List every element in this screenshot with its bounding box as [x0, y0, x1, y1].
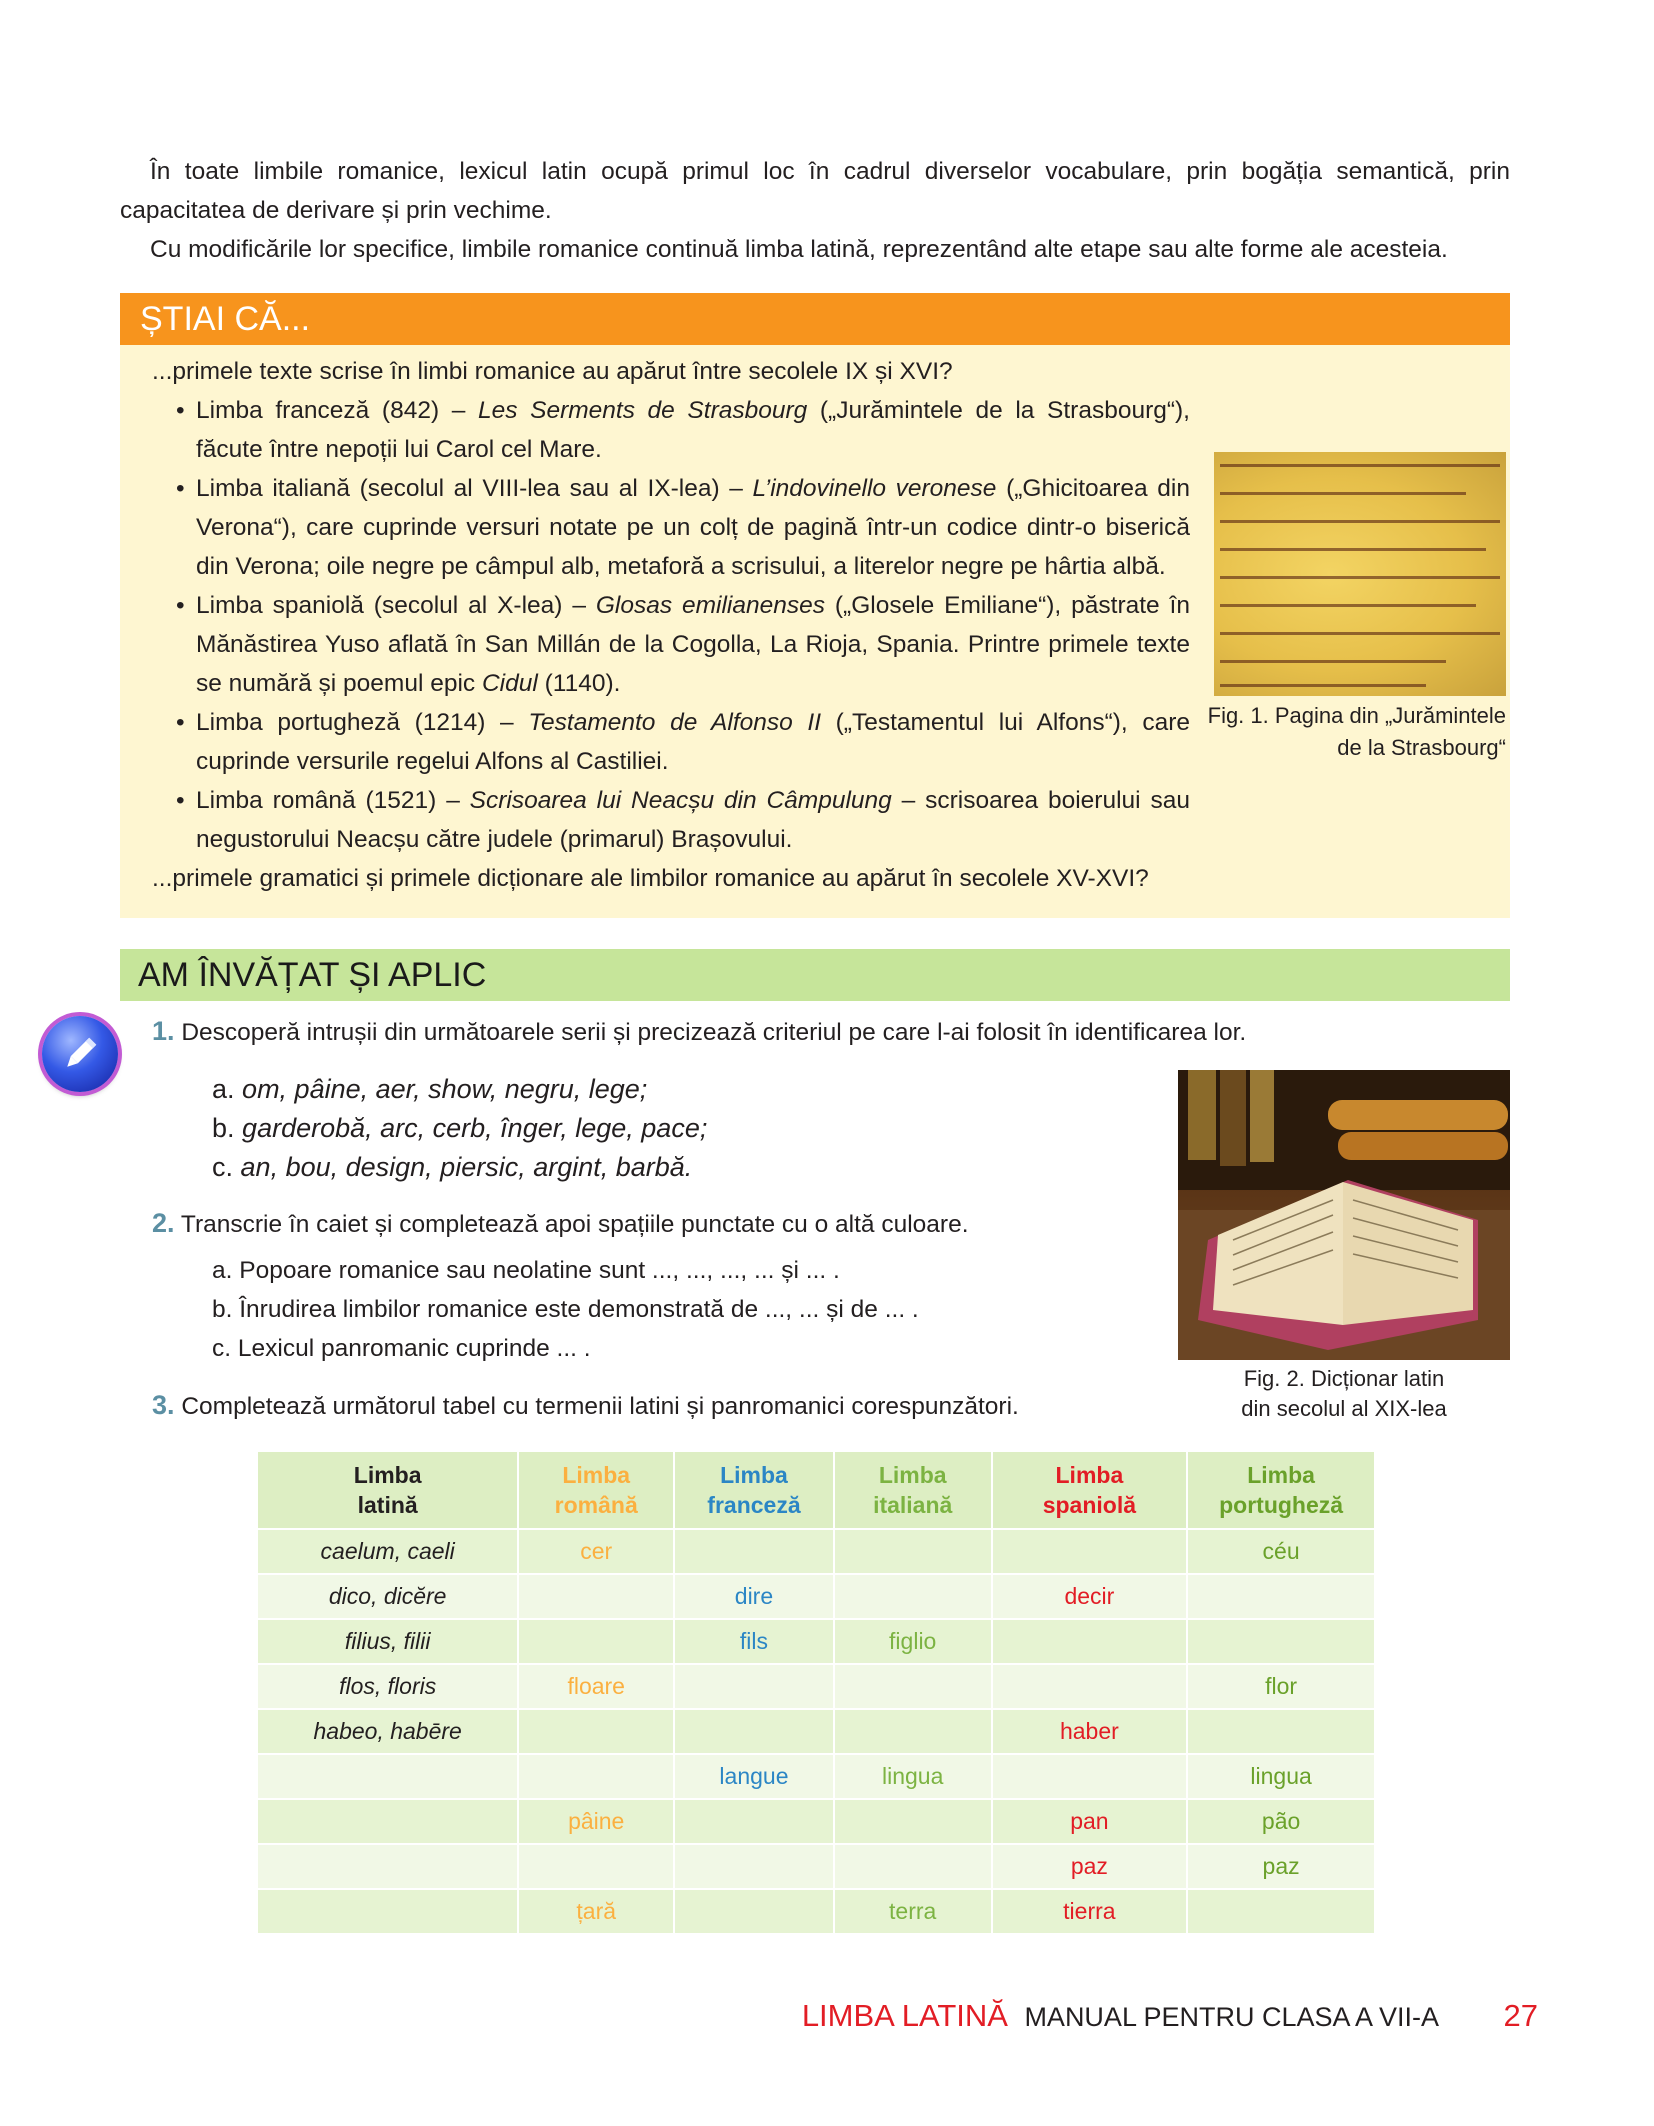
- figure-2-caption: Fig. 2. Dicționar latin din secolul al XIX-lea: [1241, 1366, 1447, 1421]
- column-header-franceza: Limba franceză: [674, 1451, 834, 1529]
- work-title: L’indovinello veronese: [752, 475, 997, 502]
- work-title: Cidul: [481, 670, 538, 697]
- list-item: a. om, pâine, aer, show, negru, lege;: [212, 1074, 648, 1104]
- exercise-2: [152, 1204, 969, 1244]
- work-title: Les Serments de Strasbourg: [477, 397, 808, 424]
- pencil-icon: [42, 1016, 118, 1092]
- exercise-1: [152, 1012, 1246, 1052]
- table-row: dico, dicĕre dire decir: [257, 1574, 1375, 1619]
- intro-text: [120, 152, 1510, 269]
- page-footer: [802, 1998, 1538, 2038]
- manuscript-image: [1214, 452, 1506, 696]
- work-title: Glosas emilianenses: [595, 592, 825, 619]
- work-title: Testamento de Alfonso II: [528, 709, 822, 736]
- figure-1-caption: Fig. 1. Pagina din „Jurămintele de la Strasbourg“: [1207, 703, 1506, 760]
- list-item: b. Înrudirea limbilor romanice este demonstrată de ..., ... și de ... .: [212, 1296, 919, 1323]
- table-row: langue lingua lingua: [257, 1754, 1375, 1799]
- column-header-romana: Limba română: [518, 1451, 674, 1529]
- table-row: filius, filii fils figlio: [257, 1619, 1375, 1664]
- work-title: Scrisoarea lui Neacșu din Câmpulung: [469, 787, 892, 814]
- exercise-text: Descoperă intrușii din următoarele serii și precizează criteriul pe care l-ai folosit în identificarea lor.: [181, 1019, 1247, 1046]
- bullet-icon: •: [176, 397, 185, 424]
- exercise-number: 1.: [152, 1016, 175, 1046]
- table-row: țară terra tierra: [257, 1889, 1375, 1934]
- page-number: 27: [1503, 1998, 1538, 2033]
- stiai-ca-header: ȘTIAI CĂ...: [120, 293, 1510, 345]
- list-item: c. Lexicul panromanic cuprinde ... .: [212, 1335, 591, 1362]
- list-item: • Limba spaniolă (secolul al X-lea) – Glosas emilianenses („Glosele Emiliane“), păstrate în Mănăstirea Yuso aflată în San Millán de la Cogolla, La Rioja, Spania. Printre primele texte se numără și poemul epic Cidul (1140).: [152, 586, 1190, 703]
- column-header-latina: Limba latină: [257, 1451, 518, 1529]
- list-item: • Limba portugheză (1214) – Testamento de Alfonso II („Testamentul lui Alfons“), care cuprinde versurile regelui Alfons al Castiliei.: [152, 703, 1190, 781]
- footer-manual: MANUAL PENTRU CLASA A VII-A: [1024, 2002, 1440, 2032]
- table-row: paz paz: [257, 1844, 1375, 1889]
- column-header-spaniola: Limba spaniolă: [992, 1451, 1188, 1529]
- bullet-icon: •: [176, 475, 185, 502]
- stiai-question-1: ...primele texte scrise în limbi romanice au apărut între secolele IX și XVI?: [152, 358, 953, 385]
- list-item: c. an, bou, design, piersic, argint, barbă.: [212, 1152, 693, 1182]
- exercise-number: 2.: [152, 1208, 175, 1238]
- exercise-text: Transcrie în caiet și completează apoi spațiile punctate cu o altă culoare.: [180, 1211, 969, 1238]
- bullet-icon: •: [176, 787, 185, 814]
- list-item: a. Popoare romanice sau neolatine sunt ..., ..., ..., ... și ... .: [212, 1257, 840, 1284]
- column-header-italiana: Limba italiană: [834, 1451, 992, 1529]
- list-item: • Limba franceză (842) – Les Serments de Strasbourg („Jurămintele de la Strasbourg“), făcute între nepoții lui Carol cel Mare.: [152, 391, 1190, 469]
- exercise-3: [152, 1386, 1019, 1426]
- table-row: habeo, habēre haber: [257, 1709, 1375, 1754]
- dictionary-image: [1178, 1070, 1510, 1360]
- stiai-ca-content: [152, 352, 1190, 898]
- table-row: caelum, caeli cer céu: [257, 1529, 1375, 1574]
- intro-paragraph-1: În toate limbile romanice, lexicul latin ocupă primul loc în cadrul diverselor vocabulare, prin bogăția semantică, prin capacitatea de derivare și prin vechime.: [120, 158, 1510, 224]
- bullet-icon: •: [176, 592, 185, 619]
- exercise-number: 3.: [152, 1390, 175, 1420]
- list-item: • Limba română (1521) – Scrisoarea lui Neacșu din Câmpulung – scrisoarea boierului sau negustorului Neacșu către judele (primarul) Brașovului.: [152, 781, 1190, 859]
- list-item: • Limba italiană (secolul al VIII-lea sau al IX-lea) – L’indovinello veronese („Ghicitoarea din Verona“), care cuprinde versuri notate pe un colț de pagină într-un codice dintr-o biserică din Verona; oile negre pe câmpul alb, metaforă a scrisului, a literelor negre pe hârtia albă.: [152, 469, 1190, 586]
- table-header-row: [257, 1451, 1375, 1529]
- footer-subject: LIMBA LATINĂ: [801, 1998, 1008, 2033]
- column-header-portugheza: Limba portugheză: [1187, 1451, 1375, 1529]
- stiai-question-2: ...primele gramatici și primele dicționare ale limbilor romanice au apărut în secolele XV-XVI?: [152, 865, 1149, 892]
- list-item: b. garderobă, arc, cerb, înger, lege, pace;: [212, 1113, 708, 1143]
- table-row: pâine pan pão: [257, 1799, 1375, 1844]
- table-row: flos, floris floare flor: [257, 1664, 1375, 1709]
- intro-paragraph-2: Cu modificările lor specifice, limbile romanice continuă limba latină, reprezentând alte etape sau alte forme ale acesteia.: [150, 236, 1448, 263]
- bullet-icon: •: [176, 709, 185, 736]
- exercise-text: Completează următorul tabel cu termenii latini și panromanici corespunzători.: [181, 1393, 1019, 1420]
- am-invatat-header: AM ÎNVĂȚAT ȘI APLIC: [120, 949, 1510, 1001]
- panromanic-table: [256, 1450, 1376, 1935]
